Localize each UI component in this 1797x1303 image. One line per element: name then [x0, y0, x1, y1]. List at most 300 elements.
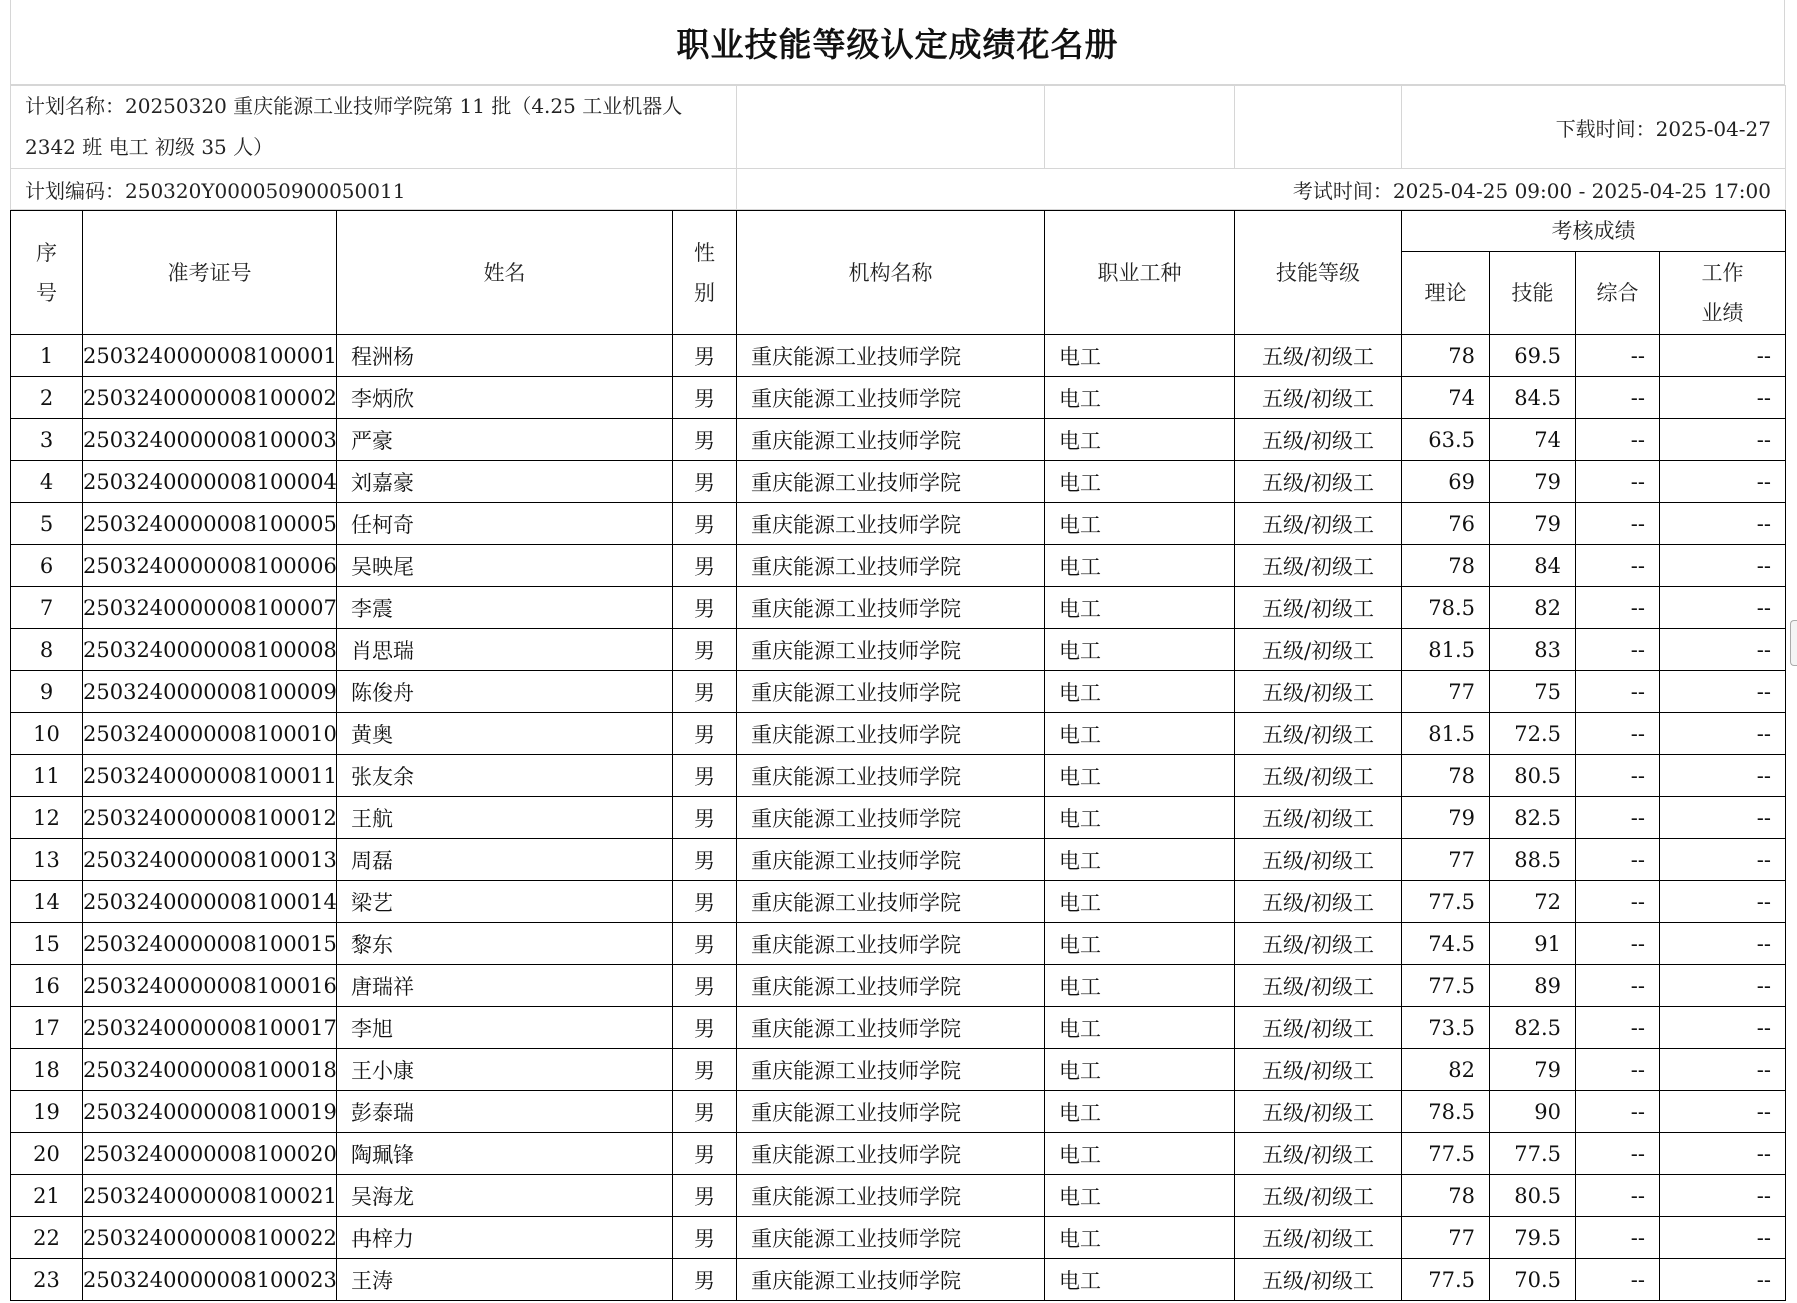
plan-info-table	[10, 85, 1786, 210]
row-ticket: 2503240000008100003	[83, 419, 337, 461]
row-overall: --	[1576, 503, 1660, 545]
row-work: --	[1660, 797, 1786, 839]
row-overall: --	[1576, 839, 1660, 881]
row-work: --	[1660, 671, 1786, 713]
row-name: 严豪	[337, 419, 673, 461]
row-seq: 10	[11, 713, 83, 755]
row-level: 五级/初级工	[1235, 1175, 1402, 1217]
row-skill: 75	[1490, 671, 1576, 713]
table-row	[11, 1259, 1786, 1301]
header-name: 姓名	[337, 211, 673, 335]
row-work: --	[1660, 839, 1786, 881]
row-name: 唐瑞祥	[337, 965, 673, 1007]
row-org: 重庆能源工业技师学院	[737, 713, 1045, 755]
table-row	[11, 1217, 1786, 1259]
row-seq: 17	[11, 1007, 83, 1049]
row-occupation: 电工	[1045, 1049, 1235, 1091]
row-level: 五级/初级工	[1235, 419, 1402, 461]
row-work: --	[1660, 1091, 1786, 1133]
row-overall: --	[1576, 671, 1660, 713]
row-work: --	[1660, 965, 1786, 1007]
row-overall: --	[1576, 629, 1660, 671]
row-name: 周磊	[337, 839, 673, 881]
row-level: 五级/初级工	[1235, 1049, 1402, 1091]
row-level: 五级/初级工	[1235, 965, 1402, 1007]
row-org: 重庆能源工业技师学院	[737, 335, 1045, 377]
row-work: --	[1660, 1217, 1786, 1259]
row-theory: 76	[1402, 503, 1490, 545]
row-level: 五级/初级工	[1235, 671, 1402, 713]
row-occupation: 电工	[1045, 545, 1235, 587]
row-ticket: 2503240000008100009	[83, 671, 337, 713]
row-ticket: 2503240000008100012	[83, 797, 337, 839]
row-theory: 78.5	[1402, 587, 1490, 629]
row-level: 五级/初级工	[1235, 1133, 1402, 1175]
plan-code: 计划编码：250320Y000050900050011	[11, 169, 737, 210]
row-seq: 5	[11, 503, 83, 545]
row-org: 重庆能源工业技师学院	[737, 587, 1045, 629]
row-ticket: 2503240000008100002	[83, 377, 337, 419]
row-theory: 74.5	[1402, 923, 1490, 965]
row-work: --	[1660, 629, 1786, 671]
row-gender: 男	[673, 1091, 737, 1133]
scroll-handle[interactable]	[1790, 620, 1797, 666]
row-skill: 82	[1490, 587, 1576, 629]
row-skill: 79.5	[1490, 1217, 1576, 1259]
row-name: 梁艺	[337, 881, 673, 923]
row-ticket: 2503240000008100004	[83, 461, 337, 503]
row-name: 肖思瑞	[337, 629, 673, 671]
row-work: --	[1660, 881, 1786, 923]
row-name: 王涛	[337, 1259, 673, 1301]
row-theory: 77.5	[1402, 965, 1490, 1007]
row-occupation: 电工	[1045, 503, 1235, 545]
row-work: --	[1660, 461, 1786, 503]
row-skill: 90	[1490, 1091, 1576, 1133]
table-row	[11, 545, 1786, 587]
row-theory: 78.5	[1402, 1091, 1490, 1133]
row-theory: 78	[1402, 1175, 1490, 1217]
row-gender: 男	[673, 965, 737, 1007]
row-theory: 77.5	[1402, 1133, 1490, 1175]
row-ticket: 2503240000008100023	[83, 1259, 337, 1301]
row-ticket: 2503240000008100018	[83, 1049, 337, 1091]
row-name: 李炳欣	[337, 377, 673, 419]
row-occupation: 电工	[1045, 923, 1235, 965]
table-row	[11, 461, 1786, 503]
row-theory: 77	[1402, 1217, 1490, 1259]
row-skill: 80.5	[1490, 755, 1576, 797]
row-gender: 男	[673, 587, 737, 629]
row-seq: 9	[11, 671, 83, 713]
table-row	[11, 587, 1786, 629]
row-gender: 男	[673, 923, 737, 965]
row-level: 五级/初级工	[1235, 335, 1402, 377]
row-skill: 83	[1490, 629, 1576, 671]
row-ticket: 2503240000008100001	[83, 335, 337, 377]
row-theory: 77	[1402, 671, 1490, 713]
row-gender: 男	[673, 419, 737, 461]
header-seq: 序号	[11, 211, 83, 335]
row-skill: 79	[1490, 503, 1576, 545]
row-overall: --	[1576, 881, 1660, 923]
row-org: 重庆能源工业技师学院	[737, 923, 1045, 965]
row-seq: 11	[11, 755, 83, 797]
row-seq: 4	[11, 461, 83, 503]
row-overall: --	[1576, 1133, 1660, 1175]
row-overall: --	[1576, 461, 1660, 503]
row-theory: 77.5	[1402, 1259, 1490, 1301]
header-occupation: 职业工种	[1045, 211, 1235, 335]
row-occupation: 电工	[1045, 671, 1235, 713]
row-gender: 男	[673, 1217, 737, 1259]
row-ticket: 2503240000008100022	[83, 1217, 337, 1259]
row-overall: --	[1576, 1259, 1660, 1301]
row-seq: 2	[11, 377, 83, 419]
row-occupation: 电工	[1045, 461, 1235, 503]
row-theory: 63.5	[1402, 419, 1490, 461]
row-org: 重庆能源工业技师学院	[737, 545, 1045, 587]
row-work: --	[1660, 1049, 1786, 1091]
row-occupation: 电工	[1045, 1175, 1235, 1217]
row-skill: 72.5	[1490, 713, 1576, 755]
row-org: 重庆能源工业技师学院	[737, 671, 1045, 713]
row-org: 重庆能源工业技师学院	[737, 965, 1045, 1007]
row-theory: 79	[1402, 797, 1490, 839]
row-gender: 男	[673, 377, 737, 419]
row-theory: 74	[1402, 377, 1490, 419]
row-work: --	[1660, 335, 1786, 377]
row-work: --	[1660, 545, 1786, 587]
table-row	[11, 755, 1786, 797]
row-work: --	[1660, 1259, 1786, 1301]
row-gender: 男	[673, 629, 737, 671]
row-ticket: 2503240000008100017	[83, 1007, 337, 1049]
row-name: 陈俊舟	[337, 671, 673, 713]
row-skill: 69.5	[1490, 335, 1576, 377]
header-scores: 考核成绩	[1402, 211, 1786, 252]
row-seq: 14	[11, 881, 83, 923]
row-overall: --	[1576, 587, 1660, 629]
row-occupation: 电工	[1045, 377, 1235, 419]
row-work: --	[1660, 503, 1786, 545]
row-level: 五级/初级工	[1235, 503, 1402, 545]
header-ticket: 准考证号	[83, 211, 337, 335]
row-skill: 72	[1490, 881, 1576, 923]
row-ticket: 2503240000008100021	[83, 1175, 337, 1217]
table-row	[11, 503, 1786, 545]
row-ticket: 2503240000008100019	[83, 1091, 337, 1133]
row-name: 王小康	[337, 1049, 673, 1091]
row-gender: 男	[673, 1133, 737, 1175]
table-row	[11, 713, 1786, 755]
table-row	[11, 1049, 1786, 1091]
row-theory: 78	[1402, 335, 1490, 377]
row-name: 张友余	[337, 755, 673, 797]
table-row	[11, 629, 1786, 671]
row-skill: 89	[1490, 965, 1576, 1007]
row-org: 重庆能源工业技师学院	[737, 1175, 1045, 1217]
header-level: 技能等级	[1235, 211, 1402, 335]
row-ticket: 2503240000008100011	[83, 755, 337, 797]
row-seq: 12	[11, 797, 83, 839]
row-name: 黎东	[337, 923, 673, 965]
row-name: 冉梓力	[337, 1217, 673, 1259]
row-level: 五级/初级工	[1235, 587, 1402, 629]
row-theory: 78	[1402, 545, 1490, 587]
header-theory: 理论	[1402, 252, 1490, 335]
table-row	[11, 965, 1786, 1007]
table-row	[11, 1007, 1786, 1049]
row-overall: --	[1576, 545, 1660, 587]
table-row	[11, 839, 1786, 881]
row-overall: --	[1576, 1049, 1660, 1091]
row-occupation: 电工	[1045, 797, 1235, 839]
row-level: 五级/初级工	[1235, 839, 1402, 881]
row-gender: 男	[673, 755, 737, 797]
row-occupation: 电工	[1045, 629, 1235, 671]
table-row	[11, 1091, 1786, 1133]
row-ticket: 2503240000008100010	[83, 713, 337, 755]
table-row	[11, 797, 1786, 839]
row-skill: 80.5	[1490, 1175, 1576, 1217]
row-overall: --	[1576, 1175, 1660, 1217]
row-gender: 男	[673, 671, 737, 713]
row-work: --	[1660, 713, 1786, 755]
row-name: 黄奥	[337, 713, 673, 755]
row-overall: --	[1576, 335, 1660, 377]
row-seq: 15	[11, 923, 83, 965]
row-theory: 81.5	[1402, 713, 1490, 755]
row-ticket: 2503240000008100014	[83, 881, 337, 923]
row-theory: 81.5	[1402, 629, 1490, 671]
row-ticket: 2503240000008100005	[83, 503, 337, 545]
row-org: 重庆能源工业技师学院	[737, 629, 1045, 671]
row-name: 彭泰瑞	[337, 1091, 673, 1133]
row-overall: --	[1576, 965, 1660, 1007]
table-row	[11, 881, 1786, 923]
row-seq: 19	[11, 1091, 83, 1133]
row-overall: --	[1576, 419, 1660, 461]
row-gender: 男	[673, 839, 737, 881]
row-seq: 16	[11, 965, 83, 1007]
row-gender: 男	[673, 335, 737, 377]
row-gender: 男	[673, 797, 737, 839]
row-seq: 20	[11, 1133, 83, 1175]
row-occupation: 电工	[1045, 713, 1235, 755]
row-ticket: 2503240000008100016	[83, 965, 337, 1007]
row-overall: --	[1576, 713, 1660, 755]
row-overall: --	[1576, 377, 1660, 419]
row-occupation: 电工	[1045, 755, 1235, 797]
row-overall: --	[1576, 1091, 1660, 1133]
row-level: 五级/初级工	[1235, 377, 1402, 419]
row-overall: --	[1576, 755, 1660, 797]
row-level: 五级/初级工	[1235, 461, 1402, 503]
row-name: 陶珮锋	[337, 1133, 673, 1175]
row-org: 重庆能源工业技师学院	[737, 1217, 1045, 1259]
row-occupation: 电工	[1045, 587, 1235, 629]
row-occupation: 电工	[1045, 839, 1235, 881]
info-blank-cell	[737, 86, 1045, 169]
roster-page	[10, 0, 1785, 1301]
row-occupation: 电工	[1045, 965, 1235, 1007]
row-occupation: 电工	[1045, 419, 1235, 461]
row-occupation: 电工	[1045, 1217, 1235, 1259]
row-level: 五级/初级工	[1235, 713, 1402, 755]
row-skill: 88.5	[1490, 839, 1576, 881]
row-org: 重庆能源工业技师学院	[737, 1091, 1045, 1133]
row-name: 吴映尾	[337, 545, 673, 587]
table-row	[11, 377, 1786, 419]
row-ticket: 2503240000008100015	[83, 923, 337, 965]
score-rows	[11, 335, 1786, 1301]
row-ticket: 2503240000008100008	[83, 629, 337, 671]
header-org: 机构名称	[737, 211, 1045, 335]
row-level: 五级/初级工	[1235, 1259, 1402, 1301]
row-ticket: 2503240000008100020	[83, 1133, 337, 1175]
info-blank-cell	[1235, 86, 1402, 169]
row-work: --	[1660, 1007, 1786, 1049]
row-org: 重庆能源工业技师学院	[737, 419, 1045, 461]
table-row	[11, 419, 1786, 461]
row-seq: 8	[11, 629, 83, 671]
row-skill: 82.5	[1490, 797, 1576, 839]
row-occupation: 电工	[1045, 1133, 1235, 1175]
row-level: 五级/初级工	[1235, 1007, 1402, 1049]
exam-time: 考试时间：2025-04-25 09:00 - 2025-04-25 17:00	[737, 169, 1786, 210]
row-skill: 84.5	[1490, 377, 1576, 419]
row-skill: 84	[1490, 545, 1576, 587]
row-name: 王航	[337, 797, 673, 839]
row-seq: 13	[11, 839, 83, 881]
row-occupation: 电工	[1045, 1091, 1235, 1133]
row-name: 任柯奇	[337, 503, 673, 545]
row-occupation: 电工	[1045, 1007, 1235, 1049]
row-theory: 82	[1402, 1049, 1490, 1091]
row-work: --	[1660, 755, 1786, 797]
row-ticket: 2503240000008100006	[83, 545, 337, 587]
row-level: 五级/初级工	[1235, 755, 1402, 797]
download-time: 下载时间：2025-04-27	[1402, 86, 1786, 169]
row-level: 五级/初级工	[1235, 881, 1402, 923]
row-occupation: 电工	[1045, 881, 1235, 923]
row-org: 重庆能源工业技师学院	[737, 1049, 1045, 1091]
row-theory: 73.5	[1402, 1007, 1490, 1049]
row-gender: 男	[673, 1007, 737, 1049]
info-blank-cell	[1045, 86, 1235, 169]
row-seq: 21	[11, 1175, 83, 1217]
row-level: 五级/初级工	[1235, 1217, 1402, 1259]
row-level: 五级/初级工	[1235, 797, 1402, 839]
table-row	[11, 923, 1786, 965]
row-gender: 男	[673, 461, 737, 503]
row-overall: --	[1576, 797, 1660, 839]
row-seq: 1	[11, 335, 83, 377]
row-seq: 6	[11, 545, 83, 587]
row-occupation: 电工	[1045, 1259, 1235, 1301]
row-gender: 男	[673, 545, 737, 587]
page-title: 职业技能等级认定成绩花名册	[676, 24, 1119, 64]
header-skill: 技能	[1490, 252, 1576, 335]
row-level: 五级/初级工	[1235, 545, 1402, 587]
row-level: 五级/初级工	[1235, 1091, 1402, 1133]
row-gender: 男	[673, 881, 737, 923]
row-overall: --	[1576, 1217, 1660, 1259]
table-row	[11, 1175, 1786, 1217]
row-skill: 91	[1490, 923, 1576, 965]
row-name: 吴海龙	[337, 1175, 673, 1217]
row-seq: 18	[11, 1049, 83, 1091]
row-skill: 77.5	[1490, 1133, 1576, 1175]
title-bar	[10, 0, 1785, 85]
row-skill: 82.5	[1490, 1007, 1576, 1049]
row-skill: 79	[1490, 1049, 1576, 1091]
table-row	[11, 335, 1786, 377]
row-seq: 22	[11, 1217, 83, 1259]
row-work: --	[1660, 1175, 1786, 1217]
header-gender: 性别	[673, 211, 737, 335]
row-org: 重庆能源工业技师学院	[737, 1133, 1045, 1175]
row-org: 重庆能源工业技师学院	[737, 1007, 1045, 1049]
row-ticket: 2503240000008100007	[83, 587, 337, 629]
row-org: 重庆能源工业技师学院	[737, 881, 1045, 923]
plan-name: 计划名称：20250320 重庆能源工业技师学院第 11 批（4.25 工业机器人 2342 班 电工 初级 35 人）	[11, 86, 737, 169]
row-org: 重庆能源工业技师学院	[737, 755, 1045, 797]
row-org: 重庆能源工业技师学院	[737, 839, 1045, 881]
row-name: 程洲杨	[337, 335, 673, 377]
row-org: 重庆能源工业技师学院	[737, 1259, 1045, 1301]
row-theory: 77	[1402, 839, 1490, 881]
row-theory: 69	[1402, 461, 1490, 503]
row-skill: 74	[1490, 419, 1576, 461]
row-seq: 7	[11, 587, 83, 629]
row-skill: 70.5	[1490, 1259, 1576, 1301]
row-work: --	[1660, 923, 1786, 965]
row-gender: 男	[673, 1259, 737, 1301]
row-gender: 男	[673, 713, 737, 755]
row-theory: 78	[1402, 755, 1490, 797]
row-overall: --	[1576, 923, 1660, 965]
row-name: 李旭	[337, 1007, 673, 1049]
row-overall: --	[1576, 1007, 1660, 1049]
row-work: --	[1660, 419, 1786, 461]
row-org: 重庆能源工业技师学院	[737, 797, 1045, 839]
score-table	[10, 210, 1786, 1301]
row-work: --	[1660, 377, 1786, 419]
row-seq: 3	[11, 419, 83, 461]
row-work: --	[1660, 1133, 1786, 1175]
row-name: 刘嘉豪	[337, 461, 673, 503]
row-org: 重庆能源工业技师学院	[737, 461, 1045, 503]
row-skill: 79	[1490, 461, 1576, 503]
row-gender: 男	[673, 1049, 737, 1091]
row-ticket: 2503240000008100013	[83, 839, 337, 881]
header-overall: 综合	[1576, 252, 1660, 335]
row-gender: 男	[673, 503, 737, 545]
row-gender: 男	[673, 1175, 737, 1217]
table-row	[11, 671, 1786, 713]
row-name: 李震	[337, 587, 673, 629]
row-seq: 23	[11, 1259, 83, 1301]
header-work: 工作业绩	[1660, 252, 1786, 335]
row-level: 五级/初级工	[1235, 923, 1402, 965]
row-org: 重庆能源工业技师学院	[737, 377, 1045, 419]
row-org: 重庆能源工业技师学院	[737, 503, 1045, 545]
row-occupation: 电工	[1045, 335, 1235, 377]
row-work: --	[1660, 587, 1786, 629]
table-row	[11, 1133, 1786, 1175]
